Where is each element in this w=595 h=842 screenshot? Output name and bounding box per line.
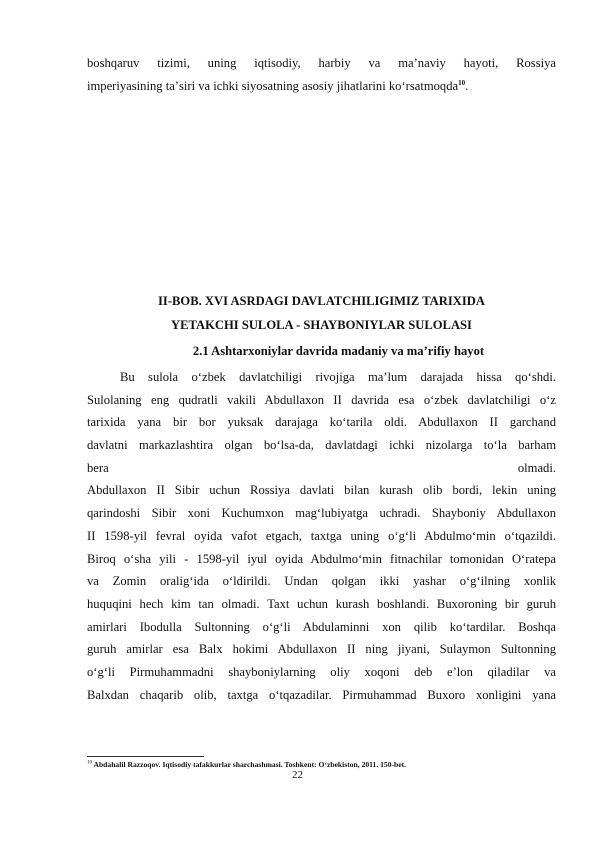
body-line: tarixida yana bir bor yuksak darajaga koʻtarila oldi. Abdullaxon II garchand	[87, 415, 556, 430]
body-line: bera olmadi.	[87, 460, 556, 475]
footnote-number: 10	[87, 760, 92, 766]
paragraph-line	[87, 75, 556, 98]
body-line: guruh amirlar esa Balx hokimi Abdullaxon II ning jiyani, Sulaymon Sultonning	[87, 642, 556, 657]
body-line: oʻgʻli Pirmuhammadni shayboniylarning oliy xoqoni deb eʼlon qiladilar va	[87, 664, 556, 679]
top-paragraph	[87, 52, 556, 97]
footnote-reference[interactable]: 10	[458, 78, 466, 87]
page-number: 22	[292, 769, 303, 781]
footnote-divider	[87, 756, 204, 757]
body-line: huquqini hech kim tan olmadi. Taxt uchun kurash boshlandi. Buxoroning bir guruh	[87, 596, 556, 611]
footnote	[87, 760, 406, 769]
body-line: II 1598-yil fevral oyida vafot etgach, taxtga uning oʻgʻli Abdulmoʻmin oʻtqazildi.	[87, 528, 556, 543]
footnote-text: Abdahalil Razzoqov. Iqtisodiy tafakkurlar sharchashmasi. Toshkent: Oʻzbekiston, 2011. 150-bet.	[92, 760, 407, 769]
body-line: davlatni markazlashtira olgan boʻlsa-da, davlatdagi ichki nizolarga toʻla barham	[87, 438, 556, 453]
body-line: va Zomin oraligʻida oʻldirildi. Undan qolgan ikki yashar oʻgʻilning xonlik	[87, 574, 556, 589]
body-line: amirlari Ibodulla Sultonning oʻgʻli Abdulaminni xon qilib koʻtardilar. Boshqa	[87, 619, 556, 634]
body-text	[87, 366, 556, 706]
body-line: Sulolaning eng qudratli vakili Abdullaxon II davrida esa oʻzbek davlatchiligi oʻz	[87, 392, 556, 407]
body-line: Biroq oʻsha yili - 1598-yil iyul oyida Abdulmoʻmin fitnachilar tomonidan Oʻratepa	[87, 551, 556, 566]
paragraph-line-end: .	[465, 78, 469, 93]
body-line: Bu sulola oʻzbek davlatchiligi rivojiga maʼlum darajada hissa qoʻshdi.	[120, 370, 556, 384]
body-line: Abdullaxon II Sibir uchun Rossiya davlati bilan kurash olib bordi, lekin uning	[87, 483, 556, 498]
chapter-title-line-2: YETAKCHI SULOLA - SHAYBONIYLAR SULOLASI	[171, 318, 472, 332]
paragraph-line-text: imperiyasining taʼsiri va ichki siyosatning asosiy jihatlarini koʻrsatmoqda	[87, 78, 459, 93]
body-line: qarindoshi Sibir xoni Kuchumxon magʻlubiyatga uchradi. Shayboniy Abdullaxon	[87, 506, 556, 521]
chapter-title-line-1: II-BOB. XVI ASRDAGI DAVLATCHILIGIMIZ TARIXIDA	[158, 294, 485, 308]
body-line: Balxdan chaqarib olib, taxtga oʻtqazadilar. Pirmuhammad Buxoro xonligini yana	[87, 687, 556, 702]
section-title: 2.1 Ashtarxoniylar davrida madaniy va maʼrifiy hayot	[192, 344, 485, 358]
paragraph-line: boshqaruv tizimi, uning iqtisodiy, harbiy va maʼnaviy hayoti, Rossiya	[87, 56, 556, 70]
